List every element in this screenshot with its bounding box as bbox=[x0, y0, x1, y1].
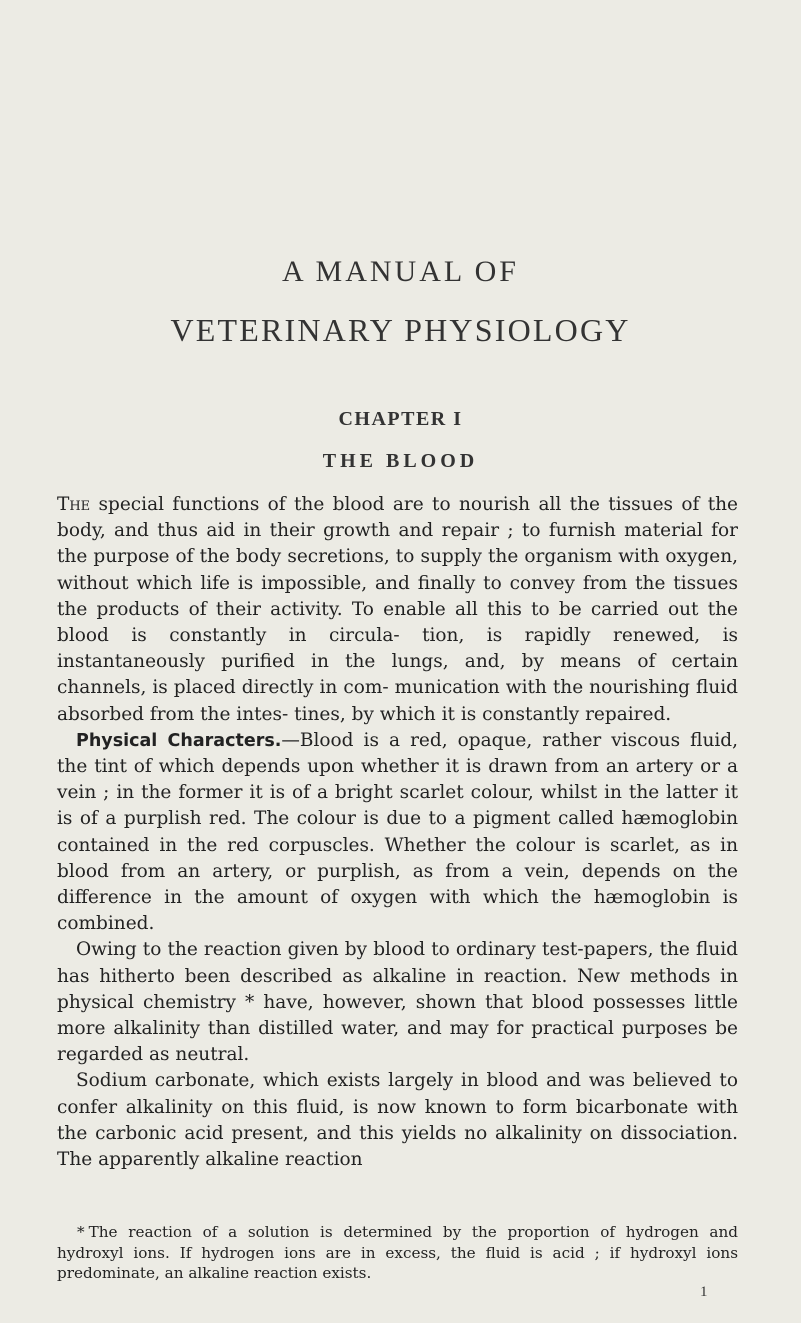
chapter-title: THE BLOOD bbox=[322, 450, 479, 472]
paragraph-2-text: —Blood is a red, opaque, rather viscous fluid, the tint of which depends upon whether it is drawn from an artery or a vein ; in the former it is of a bright scarlet colour, whilst in the latter it is of a purplish red. The colour is due to a pigment called hæmoglobin contained in the red corpuscles. Whether the colour is scarlet, as in blood from an artery, or purplish, as from a vein, depends on the difference in the amount of oxygen with which the hæmoglobin is combined. bbox=[57, 729, 738, 935]
footnote-marker: * bbox=[77, 1223, 85, 1241]
page-number: 1 bbox=[700, 1284, 708, 1300]
paragraph-4: Sodium carbonate, which exists largely in blood and was believed to confer alkalinity on this fluid, is now known to form bicarbonate with the carbonic acid present, and this yields no alkalinity on dissociation. The apparently alkaline reaction bbox=[57, 1070, 738, 1171]
paragraph-2 bbox=[57, 728, 738, 938]
section-heading-physical-characters: Physical Characters. bbox=[76, 730, 282, 751]
paragraph-3: Owing to the reaction given by blood to ordinary test-papers, the fluid has hitherto been described as alkaline in reaction. New methods in physical chemistry * have, however, shown that blood possesses little more alkalinity than distilled water, and may for practical purposes be regarded as neutral. bbox=[57, 939, 738, 1066]
footnote-text: The reaction of a solution is determined by the proportion of hydrogen and hydroxyl ions. If hydrogen ions are in excess, the fluid is acid ; if hydroxyl ions predominate, an alkaline reaction exists. bbox=[57, 1223, 738, 1282]
book-title-line-1: A MANUAL OF bbox=[282, 255, 519, 288]
paragraph-1 bbox=[57, 492, 738, 728]
paragraph-1-text: special functions of the blood are to nourish all the tissues of the body, and thus aid in their growth and repair ; to furnish material for the purpose of the body secretions, to supply the organism with oxygen, without which life is impossible, and finally to convey from the tissues the products of their activity. To enable all this to be carried out the blood is constantly in circula- tion, is rapidly renewed, is instantaneously purified in the lungs, and, by means of certain channels, is placed directly in com- munication with the nourishing fluid absorbed from the intes- tines, by which it is constantly repaired. bbox=[57, 494, 738, 725]
paragraph-lead-word: The bbox=[57, 494, 91, 515]
chapter-number: CHAPTER I bbox=[338, 408, 463, 430]
book-title-line-2: VETERINARY PHYSIOLOGY bbox=[170, 312, 631, 348]
body-text bbox=[57, 492, 738, 1173]
footnote bbox=[57, 1222, 738, 1284]
